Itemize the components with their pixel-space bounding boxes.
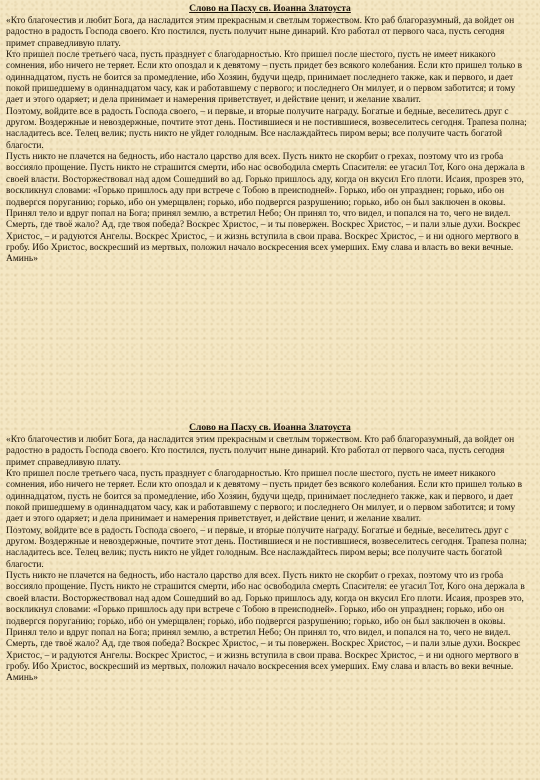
paragraph: Кто пришел после третьего часа, пусть празднует с благодарностью. Кто пришел после шестого, пусть не имеет никакого сомнения, ибо ничего не теряет. Если кто опоздал и к девятому – пусть придет без всякого колебания. Если кто пришел только в одиннадцатом, пусть не боится за промедление, ибо Хозяин, будучи щедр, принимает последнего также, как и первого, и дает покой пришедшему в одиннадцатом часу, как и работавшему с первого; и последнего Он милует, и о первом заботится; и тому дает и этого одаряет; и дела принимает и намерения приветствует, и действие ценит, и желание хвалит.: [6, 469, 523, 525]
paragraph: «Кто благочестив и любит Бога, да насладится этим прекрасным и светлым торжеством. Кто раб благоразумный, да войдет он радостно в радость Господа своего. Кто постился, пусть получит ныне динарий. Кто работал от первого часа, пусть сегодня примет справедливую плату.: [6, 435, 515, 468]
sermon-title: Слово на Пасху св. Иоанна Златоуста: [189, 3, 351, 14]
paragraph: Пусть никто не плачется на бедность, ибо настало царство для всех. Пусть никто не скорбит о грехах, поэтому что из гроба воссияло прощение. Пусть никто не страшится смерти, ибо нас освободила смерть Спасителя: ее угасил Тот, Кого она держала в своей власти. Восторжествовал над адом Сошедший во ад. Горько пришлось аду, когда он вкусил Его плоти. Исаия, прозрев это, воскликнул словами: «Горько пришлось аду при встрече с Тобою в преисподней». Горько, ибо он упразднен; горько, ибо он подвергся поруганию; горько, ибо он умерщвлен; горько, ибо подвергся разрушению; горько, ибо он был заключен в оковы.: [6, 152, 525, 208]
paragraph: Поэтому, войдите все в радость Господа своего, – и первые, и вторые получите награду. Богатые и бедные, веселитесь друг с другом. Воздержные и невоздержные, почтите этот день. Постившиеся и не постившиеся, возвеселитесь сегодня. Трапеза полна; насладитесь все. Телец велик; пусть никто не уйдет голодным. Все наслаждайтесь пиром веры; все получите часть богатой благости.: [6, 106, 527, 151]
paragraph: «Кто благочестив и любит Бога, да насладится этим прекрасным и светлым торжеством. Кто раб благоразумный, да войдет он радостно в радость Господа своего. Кто постился, пусть получит ныне динарий. Кто работал от первого часа, пусть сегодня примет справедливую плату.: [6, 16, 515, 49]
sermon-block-2: [6, 421, 534, 685]
paragraph: Пусть никто не плачется на бедность, ибо настало царство для всех. Пусть никто не скорбит о грехах, поэтому что из гроба воссияло прощение. Пусть никто не страшится смерти, ибо нас освободила смерть Спасителя: ее угасил Тот, Кого она держала в своей власти. Восторжествовал над адом Сошедший во ад. Горько пришлось аду, когда он вкусил Его плоти. Исаия, прозрев это, воскликнул словами: «Горько пришлось аду при встрече с Тобою в преисподней». Горько, ибо он упразднен; горько, ибо он подвергся поруганию; горько, ибо он умерщвлен; горько, ибо подвергся разрушению; горько, ибо он был заключен в оковы.: [6, 571, 525, 627]
paragraph: Принял тело и вдруг попал на Бога; принял землю, а встретил Небо; Он принял то, что видел, и попался на то, чего не видел. Смерть, где твоё жало? Ад, где твоя победа? Воскрес Христос, – и ты повержен. Воскрес Христос, – и пали злые духи. Воскрес Христос, – и радуются Ангелы. Воскрес Христос, – и жизнь вступила в свои права. Воскрес Христос, – и ни одного мертвого в гробу. Ибо Христос, воскресший из мертвых, положил начало воскресения всех умерших. Ему слава и власть во веки вечные. Аминь»: [6, 627, 521, 684]
paragraph: Поэтому, войдите все в радость Господа своего, – и первые, и вторые получите награду. Богатые и бедные, веселитесь друг с другом. Воздержные и невоздержные, почтите этот день. Постившиеся и не постившиеся, возвеселитесь сегодня. Трапеза полна; насладитесь все. Телец велик; пусть никто не уйдет голодным. Все наслаждайтесь пиром веры; все получите часть богатой благости.: [6, 525, 527, 570]
paragraph: Принял тело и вдруг попал на Бога; принял землю, а встретил Небо; Он принял то, что видел, и попался на то, чего не видел. Смерть, где твоё жало? Ад, где твоя победа? Воскрес Христос, – и ты повержен. Воскрес Христос, – и пали злые духи. Воскрес Христос, – и радуются Ангелы. Воскрес Христос, – и жизнь вступила в свои права. Воскрес Христос, – и ни одного мертвого в гробу. Ибо Христос, воскресший из мертвых, положил начало воскресения всех умерших. Ему слава и власть во веки вечные. Аминь»: [6, 208, 521, 265]
paragraph: Кто пришел после третьего часа, пусть празднует с благодарностью. Кто пришел после шестого, пусть не имеет никакого сомнения, ибо ничего не теряет. Если кто опоздал и к девятому – пусть придет без всякого колебания. Если кто пришел только в одиннадцатом, пусть не боится за промедление, ибо Хозяин, будучи щедр, принимает последнего также, как и первого, и дает покой пришедшему в одиннадцатом часу, как и работавшему с первого; и последнего Он милует, и о первом заботится; и тому дает и этого одаряет; и дела принимает и намерения приветствует, и действие ценит, и желание хвалит.: [6, 50, 523, 106]
sermon-title: Слово на Пасху св. Иоанна Златоуста: [189, 422, 351, 433]
sermon-block-1: [6, 2, 534, 266]
